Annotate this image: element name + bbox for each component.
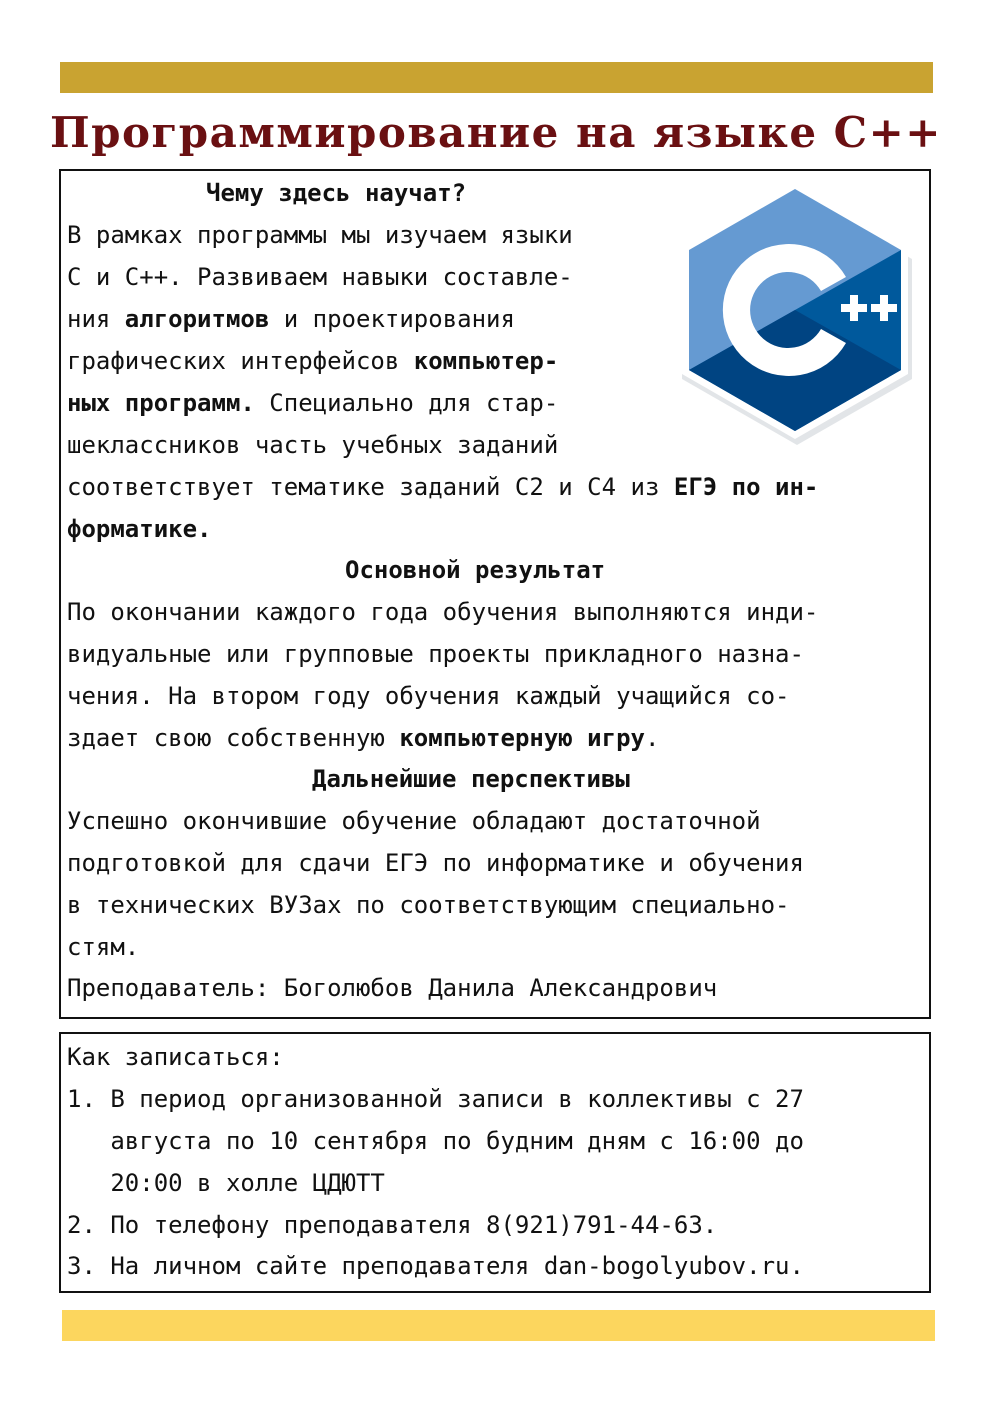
page-title: Программирование на языке С++ [50,108,942,157]
text-segment: здает свою собственную [67,724,400,752]
text-segment: графических интерфейсов [67,347,414,375]
text-segment: в технических ВУЗах по соответствующим специально- [67,891,790,919]
bold-text: компьютер- [413,347,559,375]
section1-line [67,219,573,251]
top-decor-bar [60,62,933,93]
section1-line [67,345,558,377]
enroll-line: августа по 10 сентября по будним дням с 16:00 до [67,1127,804,1155]
section1-line [67,513,212,545]
bold-text: форматике. [67,515,212,543]
enroll-line: 3. На личном сайте преподавателя dan-bogolyubov.ru. [67,1252,804,1280]
section1-line [67,387,558,419]
section-heading-learn: Чему здесь научат? [206,179,467,207]
text-segment: Успешно окончившие обучение обладают достаточной [67,807,761,835]
bold-text: компьютерную игру [399,724,645,752]
enroll-line: 1. В период организованной записи в коллективы с 27 [67,1085,804,1113]
text-segment: Специально для стар- [254,389,559,417]
text-segment: подготовкой для сдачи ЕГЭ по информатике и обучения [67,849,804,877]
text-segment: чения. На втором году обучения каждый учащийся со- [67,682,790,710]
section2-line [67,722,659,754]
bold-text: ЕГЭ по ин- [673,473,819,501]
section1-line [67,303,515,335]
text-segment: С и С++. Развиваем навыки составле- [67,263,573,291]
text-segment: стям. [67,933,140,961]
cpp-logo-icon [670,175,920,445]
text-segment: шеклассников часть учебных заданий [67,431,559,459]
text-segment: соответствует тематике заданий С2 и С4 из [67,473,674,501]
bold-text: ных программ. [67,389,255,417]
section1-line [67,471,818,503]
section1-line [67,429,558,461]
teacher-name: Преподаватель: Боголюбов Данила Александрович [67,974,718,1002]
section2-line [67,680,789,712]
enroll-line: 2. По телефону преподавателя 8(921)791-44-63. [67,1211,718,1239]
enroll-heading: Как записаться: [67,1043,284,1071]
text-segment: видуальные или групповые проекты прикладного назна- [67,640,804,668]
bottom-decor-bar [62,1310,935,1341]
section2-line [67,596,818,628]
text-segment: В рамках программы мы изучаем языки [67,221,573,249]
text-segment: По окончании каждого года обучения выполняются инди- [67,598,819,626]
text-segment: . [644,724,660,752]
section3-line [67,847,804,879]
section3-line [67,889,789,921]
section-heading-result: Основной результат [345,556,606,584]
section1-line [67,261,573,293]
section3-line [67,931,139,963]
bold-text: алгоритмов [124,305,270,333]
section2-line [67,638,804,670]
text-segment: ния [67,305,125,333]
enroll-line: 20:00 в холле ЦДЮТТ [67,1169,385,1197]
text-segment: и проектирования [269,305,515,333]
section-heading-prospects: Дальнейшие перспективы [312,765,630,793]
section3-line [67,805,761,837]
